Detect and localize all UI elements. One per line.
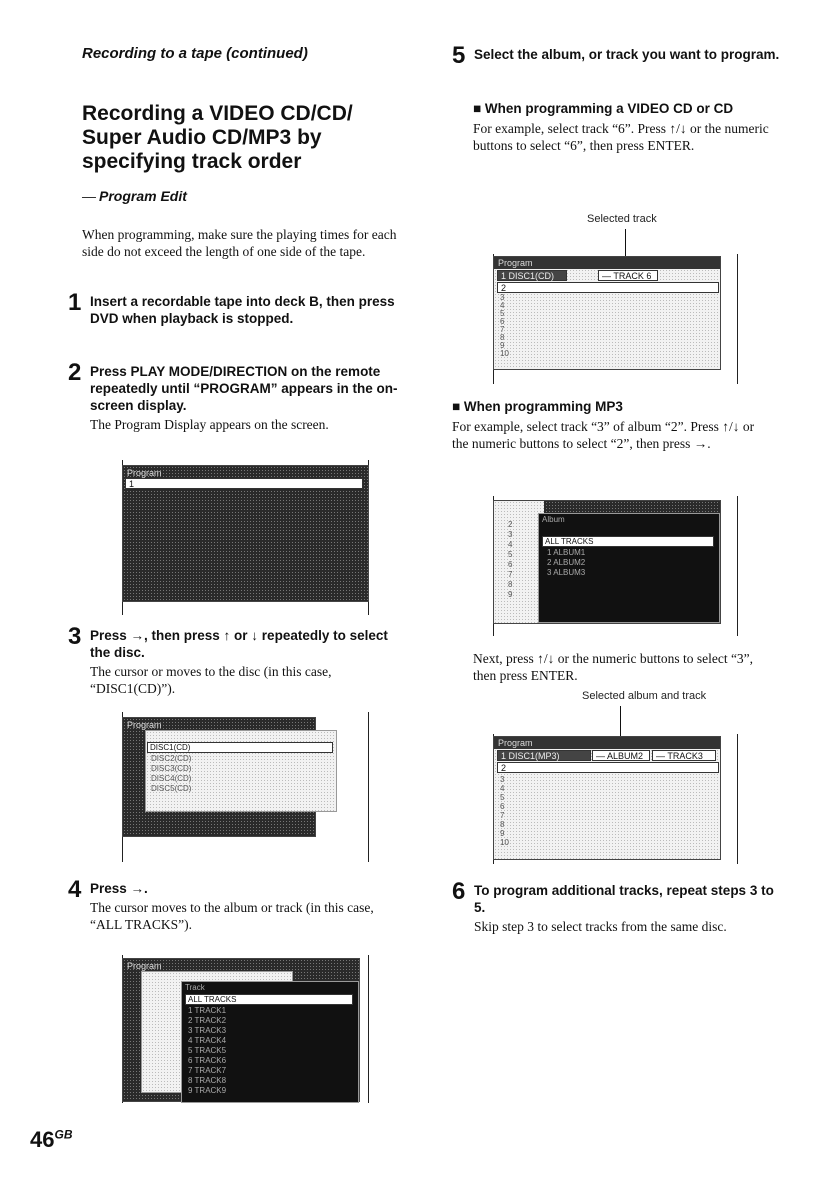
disc-select-screen <box>122 717 316 837</box>
step-body: The cursor or moves to the disc (in this case, “DISC1(CD)”). <box>90 664 332 696</box>
step-number: 2 <box>68 359 82 386</box>
album-side-list: 2 3 4 5 6 7 8 9 <box>508 520 513 599</box>
track-select-screen <box>122 958 360 1102</box>
step-body: Skip step 3 to select tracks from the same disc. <box>474 919 727 934</box>
program-row-1: 1 DISC1(MP3) <box>497 750 591 761</box>
step-number: 1 <box>68 289 82 316</box>
screen-label: Program <box>498 258 533 268</box>
step-heading: Press →, then press ↑ or ↓ repeatedly to select the disc. <box>90 628 388 660</box>
all-tracks-selected: ALL TRACKS <box>185 994 353 1005</box>
step-number: 4 <box>68 876 82 903</box>
videocd-section <box>473 100 773 154</box>
program-track-selected: — TRACK3 <box>652 750 716 761</box>
callout-selected-album-track: Selected album and track <box>582 690 707 702</box>
program-row-1: 1 DISC1(CD) <box>497 270 567 281</box>
mp3-heading: ■ When programming MP3 <box>452 399 623 414</box>
program-album-selected: — ALBUM2 <box>592 750 650 761</box>
program-track-selected: — TRACK 6 <box>598 270 658 281</box>
intro-text: When programming, make sure the playing times for each side do not exceed the length of one side of the tape. <box>82 227 397 259</box>
step-3 <box>68 623 408 697</box>
program-row-2: 2 <box>497 282 719 293</box>
step-heading: To program additional tracks, repeat steps 3 to 5. <box>474 883 774 915</box>
videocd-heading: ■ When programming a VIDEO CD or CD <box>473 101 734 116</box>
screen-label: Program <box>127 961 162 971</box>
step-5 <box>452 42 782 69</box>
step-4 <box>68 876 408 933</box>
section-subtitle: — Program Edit <box>82 188 187 204</box>
step-heading: Insert a recordable tape into deck B, then press DVD when playback is stopped. <box>90 294 395 326</box>
step-number: 3 <box>68 623 82 650</box>
program-display-screen <box>122 465 369 602</box>
track-popup: Track ALL TRACKS 1 TRACK1 2 TRACK2 3 TRACK3 4 TRACK4 5 TRACK5 6 TRACK6 7 TRACK7 8 TRACK8 9 TRACK9 <box>181 981 359 1103</box>
album-selected: ALL TRACKS <box>542 536 714 547</box>
mp3-section <box>452 398 772 452</box>
step-heading: Select the album, or track you want to program. <box>474 47 780 62</box>
page-number: $46^{GB}$ <box>30 1127 73 1152</box>
mp3-program-screen <box>493 736 721 860</box>
mp3-body: For example, select track “3” of album “2”. Press ↑/↓ or the numeric buttons to select “2”, then press →. <box>452 419 755 451</box>
videocd-program-screen <box>493 256 721 370</box>
step-body: The cursor moves to the album or track (in this case, “ALL TRACKS”). <box>90 900 374 932</box>
screen-label: Program <box>127 720 162 730</box>
step-heading: Press PLAY MODE/DIRECTION on the remote repeatedly until “PROGRAM” appears in the on-screen display. <box>90 364 398 413</box>
album-popup: Album ALL TRACKS 1 ALBUM1 2 ALBUM2 3 ALBUM3 <box>538 513 720 623</box>
program-rows: 3 4 5 6 7 8 9 10 <box>500 293 509 358</box>
step-number: 6 <box>452 878 466 905</box>
disc-list: DISC2(CD) DISC3(CD) DISC4(CD) DISC5(CD) <box>151 754 192 793</box>
videocd-body: For example, select track “6”. Press ↑/↓ or the numeric buttons to select “6”, then press ENTER. <box>473 121 769 153</box>
step-6 <box>452 878 782 935</box>
album-select-screen <box>493 500 721 624</box>
section-title: Recording a VIDEO CD/CD/ Super Audio CD/MP3 by specifying track order <box>82 102 353 173</box>
mp3-next-text: Next, press ↑/↓ or the numeric buttons to select “3”, then press ENTER. <box>473 651 754 683</box>
step-1 <box>68 289 408 327</box>
step-number: 5 <box>452 42 466 69</box>
callout-selected-track: Selected track <box>587 213 657 225</box>
running-header: Recording to a tape (continued) <box>82 45 308 62</box>
track-list: 1 TRACK1 2 TRACK2 3 TRACK3 4 TRACK4 5 TRACK5 6 TRACK6 7 TRACK7 8 TRACK8 9 TRACK9 <box>188 1006 227 1095</box>
screen-label: Program <box>127 468 162 478</box>
step-2 <box>68 359 413 433</box>
callout-line <box>620 706 621 736</box>
step-body: The Program Display appears on the screen. <box>90 417 329 432</box>
program-row-2: 2 <box>497 762 719 773</box>
program-row: 1 <box>125 478 363 489</box>
album-list: 1 ALBUM1 2 ALBUM2 3 ALBUM3 <box>547 548 586 577</box>
step-heading: Press →. <box>90 881 148 896</box>
screen-label: Program <box>498 738 533 748</box>
disc-item-selected: DISC1(CD) <box>147 742 333 753</box>
program-rows: 3 4 5 6 7 8 9 10 <box>500 775 509 847</box>
